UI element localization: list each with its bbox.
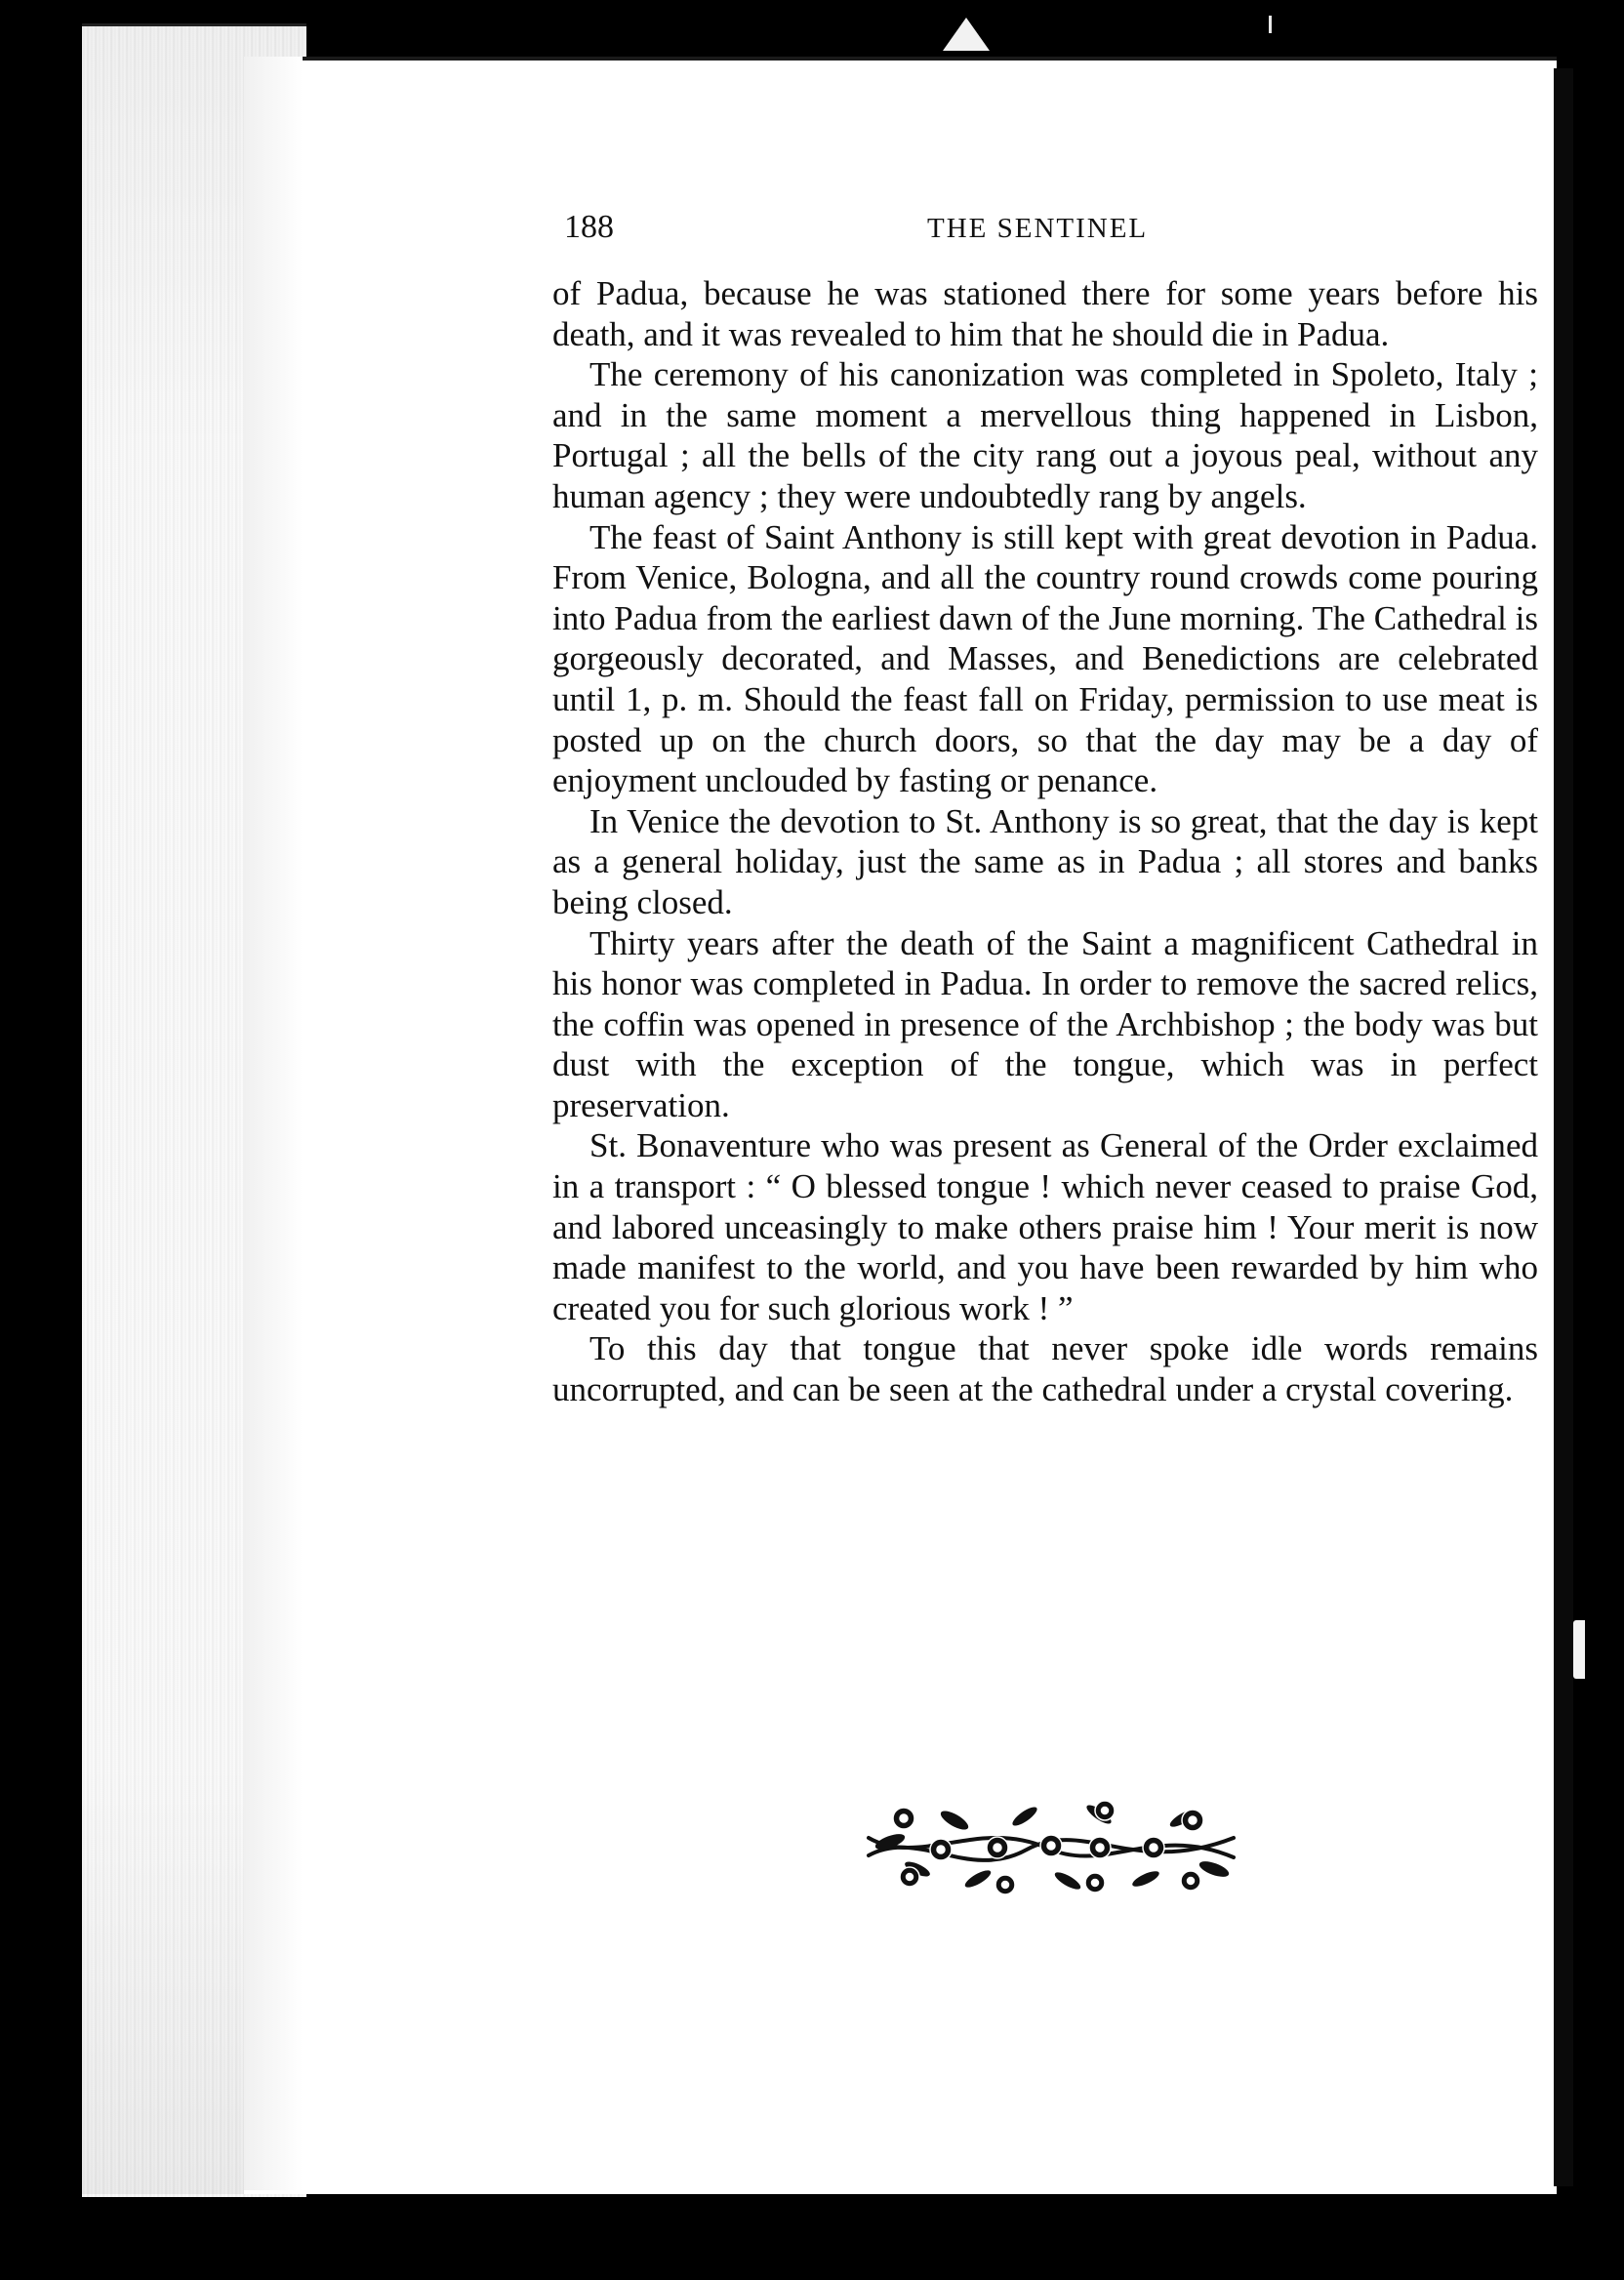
paragraph: of Padua, because he was stationed there for some years before his death, and it was revealed to him that he should die in Padua. [552, 274, 1538, 353]
paragraph: The feast of Saint Anthony is still kept with great devotion in Padua. From Venice, Bologna, and all the country round crowds come pouring into Padua from the earliest dawn of the June morning. The Cathedral is gorgeously decorated, and Masses, and Benedictions are celebrated until 1, p. m. Should the feast fall on Friday, permission to use meat is posted up on the church doors, so that the day may be a day of enjoyment unclouded by fasting or penance. [552, 517, 1538, 800]
page-header [564, 209, 1247, 258]
page-marker-tab [943, 18, 990, 51]
page-number: 188 [564, 209, 614, 245]
paragraph: St. Bonaventure who was present as General of the Order exclaimed in a transport : “ O blessed tongue ! which never ceased to praise God, and labored unceasingly to make others praise him ! Your merit is now made manifest to the world, and you have been rewarded by him who created you for such glorious work ! ” [552, 1126, 1538, 1327]
body-text [552, 273, 1538, 1410]
running-title: THE SENTINEL [927, 213, 1149, 244]
floral-vine-ornament-icon [861, 1799, 1241, 1896]
next-page-sliver [1573, 1620, 1585, 1679]
page-gutter [244, 57, 303, 2190]
paragraph: The ceremony of his canonization was completed in Spoleto, Italy ; and in the same moment a mervellous thing happened in Lisbon, Portugal ; all the bells of the city rang out a joyous peal, without any human agency ; they were undoubtedly rang by angels. [552, 355, 1538, 515]
paragraph: To this day that tongue that never spoke idle words remains uncorrupted, and can be seen at the cathedral under a crystal covering. [552, 1329, 1538, 1409]
scan-mark [1269, 16, 1272, 33]
paragraph: Thirty years after the death of the Saint a magnificent Cathedral in his honor was completed in Padua. In order to remove the sacred relics, the coffin was opened in presence of the Archbishop ; the body was but dust with the exception of the tongue, which was in perfect preservation. [552, 923, 1538, 1124]
page-right-shadow [1554, 68, 1573, 2186]
paragraph: In Venice the devotion to St. Anthony is so great, that the day is kept as a general holiday, just the same as in Padua ; all stores and banks being closed. [552, 801, 1538, 921]
